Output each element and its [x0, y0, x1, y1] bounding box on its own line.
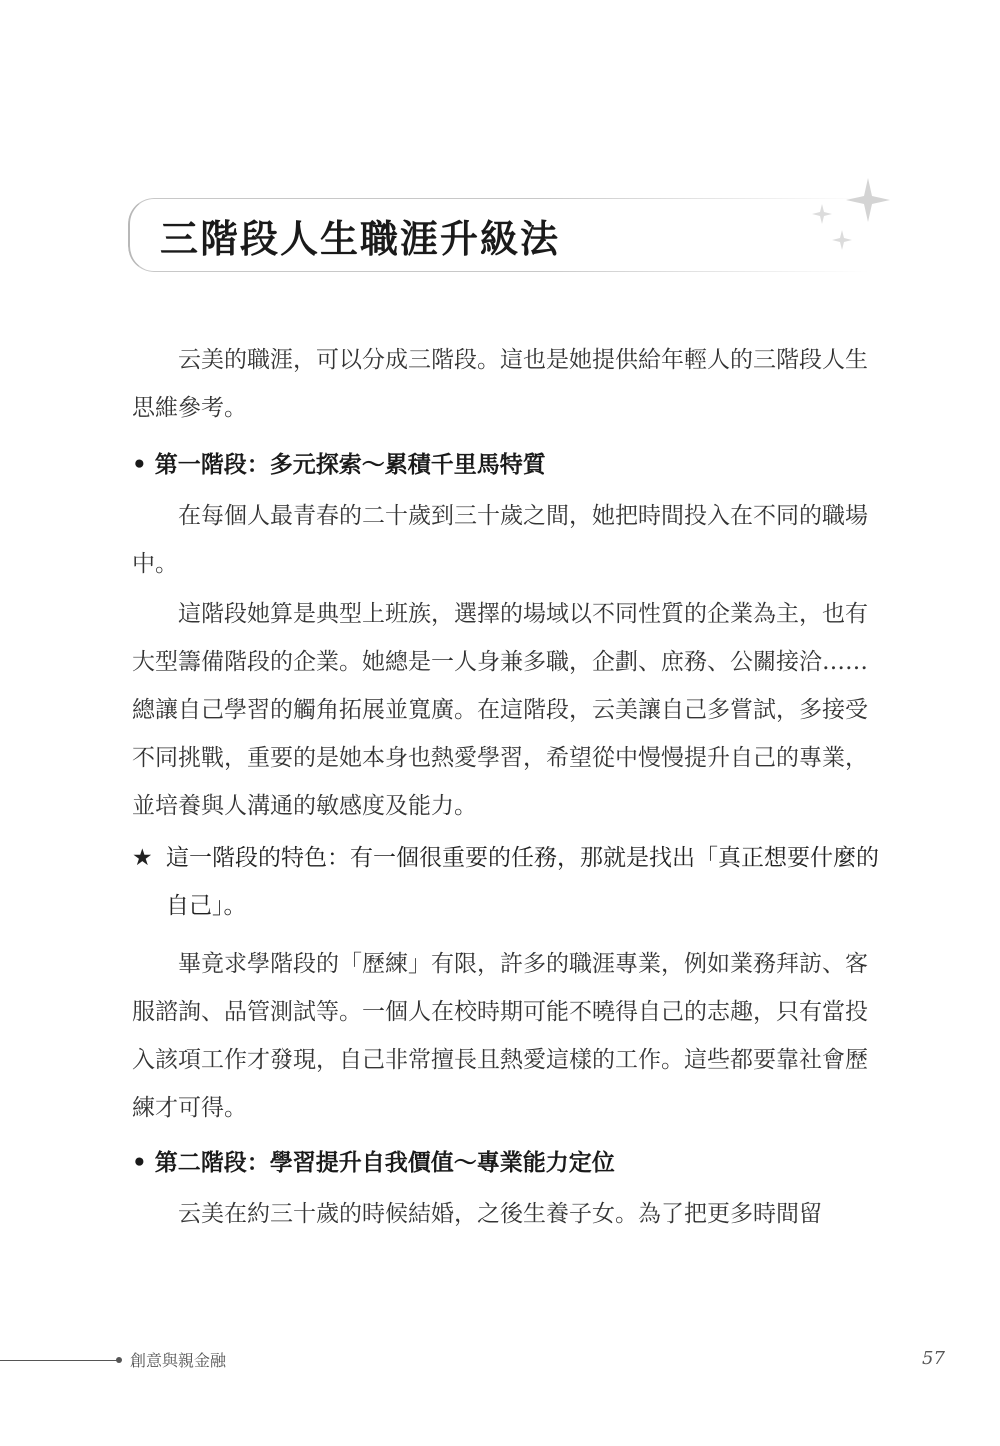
stage1-paragraph-2: 這階段她算是典型上班族，選擇的場域以不同性質的企業為主，也有大型籌備階段的企業。她總是一人身兼多職，企劃、庶務、公關接洽……總讓自己學習的觸角拓展並寬廣。在這階段，云美讓自己多嘗試，多接受不同挑戰，重要的是她本身也熱愛學習，希望從中慢慢提升自己的專業，並培養與人溝通的敏感度及能力。 — [132, 601, 868, 819]
star-note-text: 這一階段的特色：有一個很重要的任務，那就是找出「真正想要什麼的自己」。 — [166, 845, 879, 919]
stage1-paragraph-1: 在每個人最青春的二十歲到三十歲之間，她把時間投入在不同的職場中。 — [132, 503, 868, 577]
footer-rule — [0, 1360, 118, 1361]
sparkle-icon — [800, 170, 900, 260]
star-icon: ★ — [132, 845, 153, 871]
intro-paragraph: 云美的職涯，可以分成三階段。這也是她提供給年輕人的三階段人生思維參考。 — [132, 347, 868, 421]
stage2-paragraph: 云美在約三十歲的時候結婚，之後生養子女。為了把更多時間留 — [178, 1201, 822, 1227]
stage1-paragraph-3: 畢竟求學階段的「歷練」有限，許多的職涯專業，例如業務拜訪、客服諮詢、品管測試等。一個人在校時期可能不曉得自己的志趣，只有當投入該項工作才發現，自己非常擅長且熱愛這樣的工作。這些都要靠社會歷練才可得。 — [132, 951, 868, 1121]
footer-dot — [116, 1357, 122, 1363]
stage1-heading: • 第一階段：多元探索～累積千里馬特質 — [132, 452, 546, 478]
stage2-heading: • 第二階段：學習提升自我價值～專業能力定位 — [132, 1150, 615, 1176]
page-number: 57 — [922, 1348, 945, 1369]
stage1-star-note — [132, 834, 888, 930]
chapter-title: 三階段人生職涯升級法 — [160, 216, 561, 261]
footer-book-title: 創意與親金融 — [130, 1351, 227, 1370]
